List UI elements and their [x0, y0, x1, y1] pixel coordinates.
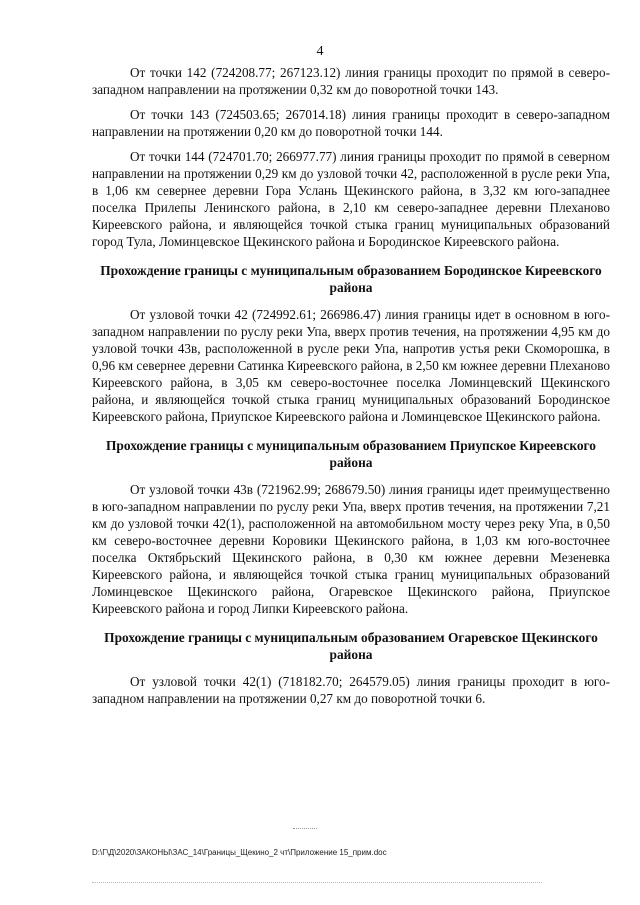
footer-file-path: D:\Г\Д\2020\ЗАКОНЫ\ЗАС_14\Границы_Щекино_2 чт\Приложение 15_прим.doc: [92, 848, 387, 857]
section-heading-ogarevskoe: Прохождение границы с муниципальным образованием Огаревское Щекинского района: [104, 630, 598, 662]
paragraph: От точки 143 (724503.65; 267014.18) линия границы проходит в северо-западном направлении на протяжении 0,20 км до поворотной точки 144.: [92, 107, 610, 139]
section-heading-priupskoe: Прохождение границы с муниципальным образованием Приупское Киреевского района: [105, 438, 597, 470]
page-number: 4: [316, 44, 324, 59]
paragraph: От узловой точки 42(1) (718182.70; 264579.05) линия границы проходит в юго-западном направлении на протяжении 0,27 км до поворотной точки 6.: [92, 674, 610, 706]
paragraph: От узловой точки 43в (721962.99; 268679.50) линия границы идет преимущественно в юго-западном направлении по руслу реки Упа, вверх против течения, на протяжении 7,21 км до узловой точки 42(1), расположенной на автомобильном мосту через реку Упа, в 0,50 км северо-восточнее деревни Коровики Щекинского района, в 1,03 км юго-восточнее поселка Октябрьский Щекинского района, в 0,30 км южнее деревни Мезеневка Киреевского района, и являющейся точкой стыка границ муниципальных образований Ломинцевское Щекинского района, Огаревское Щекинского района, Приупское Киреевского района и город Липки Киреевского района.: [92, 482, 610, 616]
paragraph: От точки 144 (724701.70; 266977.77) линия границы проходит по прямой в северном направлении на протяжении 0,29 км до узловой точки 42, расположенной в русле реки Упа, в 1,06 км севернее деревни Гора Услань Щекинского района, в 3,32 км юго-западнее поселка Прилепы Ленинского района, в 2,10 км северо-западнее деревни Плеханово Киреевского района, и являющейся точкой стыка границ муниципальных образований город Тула, Ломинцевское Щекинского района и Бородинское Киреевского района.: [92, 149, 610, 249]
section-heading-borodinskoe: Прохождение границы с муниципальным образованием Бородинское Киреевского района: [100, 263, 602, 295]
scan-mark: [293, 828, 317, 831]
document-body: [92, 64, 610, 715]
bottom-divider: [92, 882, 542, 883]
paragraph: От узловой точки 42 (724992.61; 266986.47) линия границы идет в основном в юго-западном направлении по руслу реки Упа, вверх против течения, на протяжении 4,95 км до узловой точки 43в, расположенной в русле реки Упа, напротив устья реки Скоморошка, в 0,96 км севернее деревни Сатинка Киреевского района, в 2,50 км южнее деревни Плеханово Киреевского района, в 3,05 км северо-восточнее поселка Ломинцевский Щекинского района, и являющейся точкой стыка границ муниципальных образований Бородинское Киреевского района, Приупское Киреевского района и Ломинцевское Щекинского района.: [92, 307, 610, 424]
paragraph: От точки 142 (724208.77; 267123.12) линия границы проходит по прямой в северо-западном направлении на протяжении 0,32 км до поворотной точки 143.: [92, 65, 610, 97]
